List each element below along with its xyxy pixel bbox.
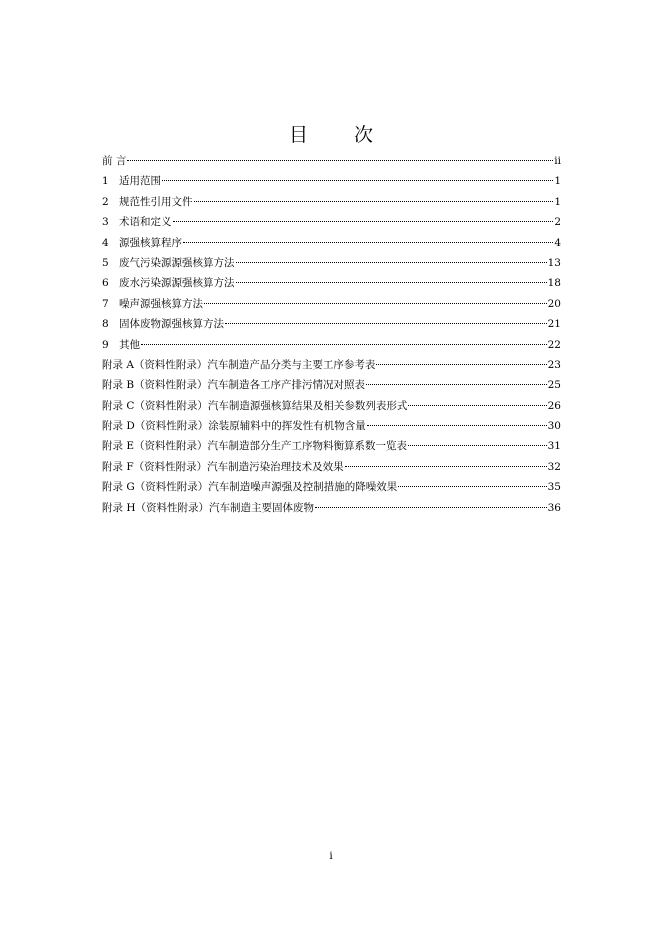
- toc-entry-page: 26: [547, 399, 561, 412]
- toc-entry-label: [102, 335, 140, 355]
- toc-entry-label: [102, 253, 235, 273]
- toc-entry-page: 20: [547, 297, 561, 310]
- toc-entry-text: 附录 E（资料性附录）汽车制造部分生产工序物料衡算系数一览表: [102, 440, 408, 453]
- toc-entry-label: [102, 273, 235, 293]
- toc-entry[interactable]: [102, 192, 561, 212]
- toc-entry[interactable]: [102, 498, 561, 518]
- toc-dot-leader: [173, 221, 554, 222]
- toc-entry[interactable]: [102, 151, 561, 171]
- toc-entry-text: 固体废物源强核算方法: [119, 318, 224, 331]
- toc-dot-leader: [127, 160, 553, 161]
- toc-entry-page: 30: [547, 420, 561, 433]
- toc-entry-text: 附录 H（资料性附录）汽车制造主要固体废物: [102, 501, 314, 514]
- toc-entry-page: 1: [554, 175, 561, 188]
- toc-entry-page: 21: [547, 318, 561, 331]
- toc-dot-leader: [408, 445, 547, 446]
- toc-entry-text: 附录 D（资料性附录）涂装原辅料中的挥发性有机物含量: [102, 420, 366, 433]
- toc-entry-page: 2: [554, 216, 561, 229]
- toc-entry-page: ii: [554, 155, 561, 167]
- toc-entry-label: [102, 233, 182, 253]
- toc-entry-number: 2: [102, 195, 109, 208]
- toc-entry-text: 源强核算程序: [119, 236, 182, 249]
- toc-entry-number: 6: [102, 277, 109, 290]
- toc-dot-leader: [376, 364, 546, 365]
- toc-entry-page: 32: [547, 460, 561, 473]
- toc-dot-leader: [345, 466, 547, 467]
- toc-entry[interactable]: [102, 335, 561, 355]
- toc-entry-number: 1: [102, 175, 109, 188]
- toc-dot-leader: [225, 323, 547, 324]
- toc-entry[interactable]: [102, 457, 561, 477]
- toc-entry-label: [102, 436, 407, 456]
- toc-entry[interactable]: [102, 355, 561, 375]
- toc-entry-text: 适用范围: [119, 175, 161, 188]
- toc-entry-text: 附录 C（资料性附录）汽车制造源强核算结果及相关参数列表形式: [102, 399, 408, 412]
- toc-entry-label: [102, 375, 365, 395]
- toc-entry-number: 5: [102, 256, 109, 269]
- toc-entry-label: [102, 457, 344, 477]
- toc-dot-leader: [204, 303, 547, 304]
- table-of-contents: [102, 151, 561, 518]
- toc-entry-page: 23: [547, 358, 561, 371]
- toc-dot-leader: [141, 344, 547, 345]
- toc-entry-label: [102, 212, 172, 232]
- toc-dot-leader: [194, 201, 554, 202]
- toc-entry[interactable]: [102, 253, 561, 273]
- toc-entry[interactable]: [102, 294, 561, 314]
- toc-entry-page: 31: [547, 440, 561, 453]
- toc-entry-text: 附录 A（资料性附录）汽车制造产品分类与主要工序参考表: [102, 358, 376, 371]
- toc-entry[interactable]: [102, 233, 561, 253]
- toc-entry[interactable]: [102, 273, 561, 293]
- toc-entry-text: 规范性引用文件: [119, 195, 193, 208]
- toc-entry-page: 1: [554, 195, 561, 208]
- toc-dot-leader: [183, 242, 553, 243]
- toc-entry-text: 其他: [119, 338, 140, 351]
- toc-entry-label: [102, 314, 224, 334]
- toc-entry-label: [102, 498, 314, 518]
- toc-entry[interactable]: [102, 416, 561, 436]
- toc-dot-leader: [398, 486, 546, 487]
- toc-dot-leader: [367, 425, 547, 426]
- toc-entry-text: 废气污染源源强核算方法: [119, 256, 235, 269]
- toc-entry[interactable]: [102, 477, 561, 497]
- toc-dot-leader: [236, 262, 547, 263]
- toc-entry[interactable]: [102, 396, 561, 416]
- toc-entry-label: [102, 477, 397, 497]
- toc-entry[interactable]: [102, 314, 561, 334]
- toc-entry-number: 4: [102, 236, 109, 249]
- toc-entry-number: 9: [102, 338, 109, 351]
- toc-entry[interactable]: [102, 375, 561, 395]
- toc-entry-text: 废水污染源源强核算方法: [119, 277, 235, 290]
- toc-entry-text: 附录 B（资料性附录）汽车制造各工序产排污情况对照表: [102, 379, 366, 392]
- toc-entry-label: [102, 396, 407, 416]
- toc-dot-leader: [162, 180, 553, 181]
- toc-entry-number: 3: [102, 216, 109, 229]
- toc-entry[interactable]: [102, 171, 561, 191]
- toc-entry-label: [102, 355, 375, 375]
- toc-entry-text: 噪声源强核算方法: [119, 297, 203, 310]
- toc-entry-label: [102, 294, 203, 314]
- toc-title: 目 次: [288, 124, 394, 146]
- toc-dot-leader: [315, 507, 547, 508]
- toc-dot-leader: [408, 405, 546, 406]
- toc-entry-page: 25: [547, 379, 561, 392]
- toc-entry-text: 术语和定义: [119, 216, 172, 229]
- toc-entry-page: 22: [547, 338, 561, 351]
- toc-entry-number: 8: [102, 318, 109, 331]
- toc-dot-leader: [236, 282, 547, 283]
- toc-dot-leader: [366, 384, 547, 385]
- toc-entry-label: [102, 171, 161, 191]
- toc-entry-text: 附录 F（资料性附录）汽车制造污染治理技术及效果: [102, 460, 344, 473]
- toc-entry[interactable]: [102, 212, 561, 232]
- toc-entry-label: [102, 192, 193, 212]
- page-number: i: [329, 850, 333, 862]
- toc-entry-label: [102, 151, 126, 171]
- toc-entry-page: 35: [547, 481, 561, 494]
- toc-entry-number: 7: [102, 297, 109, 310]
- toc-entry-page: 18: [547, 277, 561, 290]
- toc-entry-page: 4: [554, 236, 561, 249]
- toc-entry-text: 附录 G（资料性附录）汽车制造噪声源强及控制措施的降噪效果: [102, 481, 398, 494]
- toc-entry[interactable]: [102, 436, 561, 456]
- toc-entry-page: 36: [547, 501, 561, 514]
- toc-entry-label: [102, 416, 366, 436]
- toc-entry-page: 13: [547, 256, 561, 269]
- toc-entry-text: 前 言: [102, 155, 127, 167]
